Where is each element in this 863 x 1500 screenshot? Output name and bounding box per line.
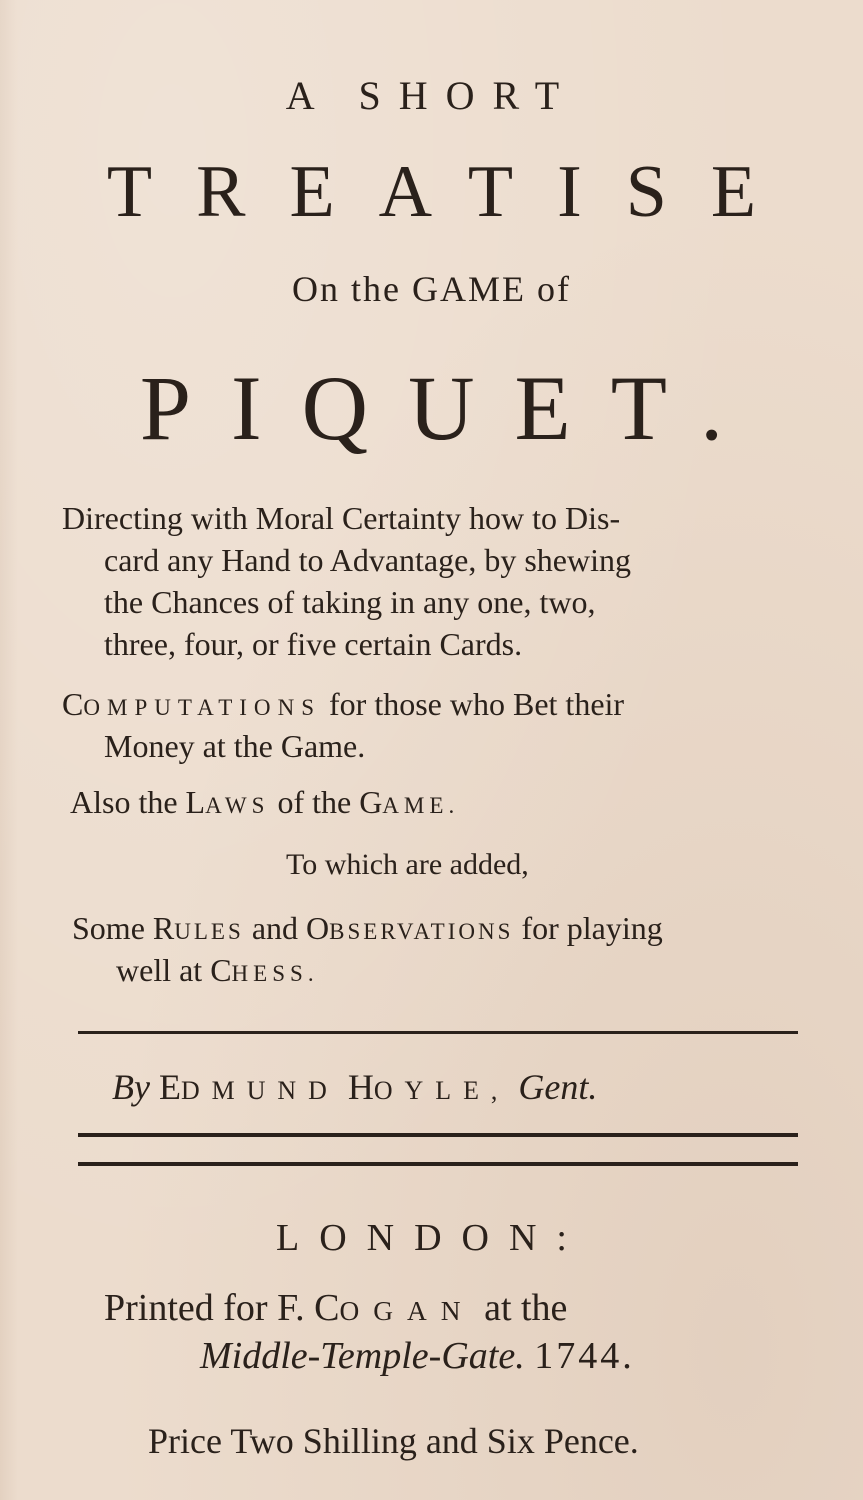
imprint-printed-for xyxy=(104,1286,567,1330)
computations-rest: for those who Bet their xyxy=(329,686,625,722)
laws-l-initial: L xyxy=(185,784,206,820)
added-line: To which are added, xyxy=(286,848,529,881)
rules-r-smallcaps: ULES xyxy=(174,918,244,944)
rules-o-smallcaps: BSERVATIONS xyxy=(329,918,514,944)
title-line-treatise: TREATISE xyxy=(106,151,801,233)
author-h-smallcaps: OYLE, xyxy=(373,1076,510,1105)
author-line xyxy=(112,1066,597,1108)
imprint-location-line xyxy=(200,1334,635,1378)
rules-prefix: Some xyxy=(72,910,145,946)
imprint-printed-for-text: Printed for F. xyxy=(104,1287,305,1329)
printer-smallcaps: OGAN xyxy=(339,1296,475,1326)
computations-smallcaps: OMPUTATIONS xyxy=(83,694,322,720)
divider-rule-double-2 xyxy=(78,1162,798,1166)
rules-line2-prefix: well at xyxy=(116,952,203,988)
imprint-location: Middle-Temple-Gate. xyxy=(200,1335,525,1377)
title-line-piquet: PIQUET. xyxy=(139,357,764,459)
author-by: By xyxy=(112,1067,150,1107)
chess-smallcaps: HESS. xyxy=(231,960,319,986)
imprint-price: Price Two Shilling and Six Pence. xyxy=(148,1421,639,1461)
laws-prefix: Also the xyxy=(70,784,178,820)
laws-g-smallcaps: AME. xyxy=(382,792,460,818)
rules-o-initial: O xyxy=(306,910,330,946)
rules-r-initial: R xyxy=(152,910,175,946)
rules-suffix: for playing xyxy=(521,910,663,946)
title-line-on-the-game-of: On the GAME of xyxy=(292,269,571,309)
title-line-a-short: A SHORT xyxy=(285,73,578,118)
author-gent: Gent. xyxy=(518,1067,598,1107)
description-line-2: card any Hand to Advantage, by shewing xyxy=(104,542,631,578)
divider-rule-top xyxy=(78,1031,798,1034)
author-e-initial: E xyxy=(158,1067,181,1107)
description-line-4: three, four, or five certain Cards. xyxy=(104,626,523,662)
computations-initial: C xyxy=(62,686,84,722)
author-e-smallcaps: DMUND xyxy=(180,1076,339,1105)
rules-line-2 xyxy=(116,952,319,989)
laws-g-initial: G xyxy=(359,784,383,820)
printer-c-initial: C xyxy=(314,1287,340,1329)
description-line-1: Directing with Moral Certainty how to Dis- xyxy=(62,500,621,536)
rules-line-1 xyxy=(72,910,663,947)
laws-l-smallcaps: AWS xyxy=(205,792,270,818)
description-line-3: the Chances of taking in any one, two, xyxy=(104,584,596,620)
divider-rule-double-1 xyxy=(78,1133,798,1137)
author-h-initial: H xyxy=(347,1067,374,1107)
laws-line xyxy=(70,784,459,821)
computations-line-2: Money at the Game. xyxy=(104,728,366,764)
imprint-city: LONDON: xyxy=(276,1217,587,1259)
laws-mid: of the xyxy=(277,784,352,820)
imprint-at-the: at the xyxy=(484,1287,568,1329)
computations-line-1 xyxy=(62,686,624,723)
chess-c-initial: C xyxy=(210,952,232,988)
imprint-year: 1744. xyxy=(534,1335,635,1377)
rules-mid: and xyxy=(251,910,299,946)
